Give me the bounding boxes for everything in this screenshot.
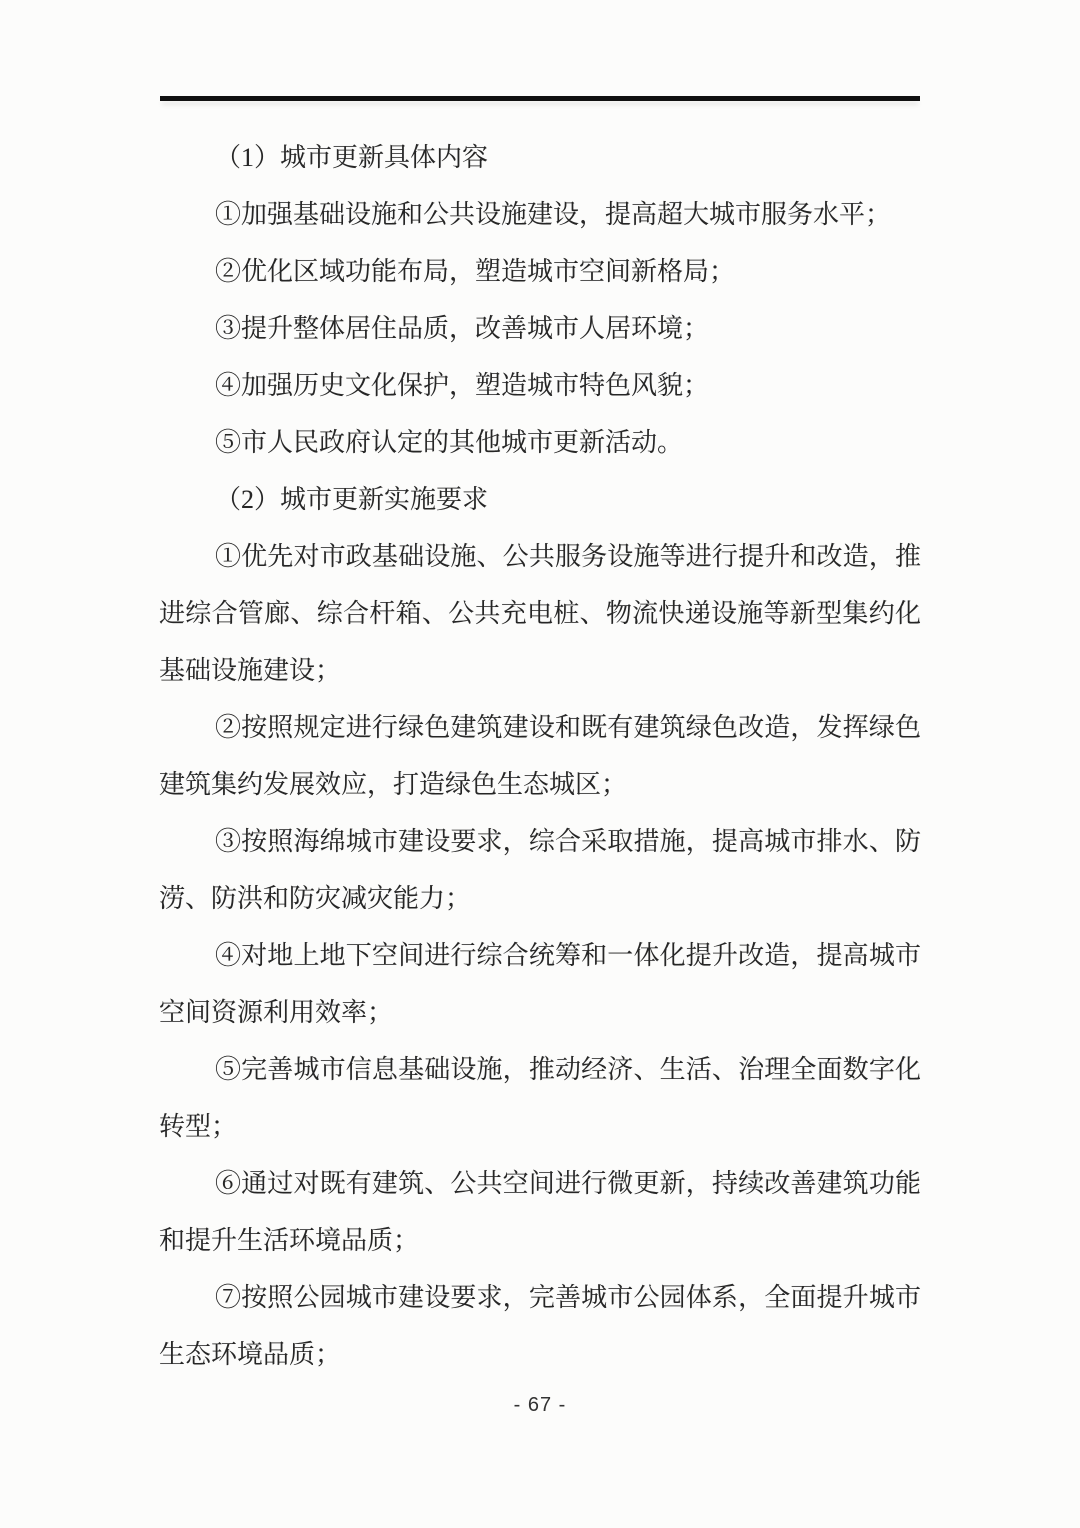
paragraph: ①加强基础设施和公共设施建设，提高超大城市服务水平； <box>215 200 892 229</box>
header-rule <box>160 96 920 101</box>
paragraph: ④加强历史文化保护，塑造城市特色风貌； <box>215 371 710 400</box>
paragraph: （2）城市更新实施要求 <box>215 485 489 514</box>
paragraph: ④对地上地下空间进行综合统筹和一体化提升改造，提高城市空间资源利用效率； <box>159 941 921 1027</box>
paragraph: ⑥通过对既有建筑、公共空间进行微更新，持续改善建筑功能和提升生活环境品质； <box>159 1169 921 1255</box>
paragraph: ⑦按照公园城市建设要求，完善城市公园体系，全面提升城市生态环境品质； <box>159 1283 921 1369</box>
paragraph: ③提升整体居住品质，改善城市人居环境； <box>215 314 710 343</box>
paragraph: ②按照规定进行绿色建筑建设和既有建筑绿色改造，发挥绿色建筑集约发展效应，打造绿色生态城区； <box>159 713 921 799</box>
document-body <box>159 129 921 1383</box>
page-number: - 67 - <box>513 1394 567 1416</box>
paragraph: ③按照海绵城市建设要求，综合采取措施，提高城市排水、防涝、防洪和防灾减灾能力； <box>159 827 921 913</box>
paragraph: ②优化区域功能布局，塑造城市空间新格局； <box>215 257 736 286</box>
paragraph: ①优先对市政基础设施、公共服务设施等进行提升和改造，推进综合管廊、综合杆箱、公共充电桩、物流快递设施等新型集约化基础设施建设； <box>159 542 921 685</box>
paragraph: ⑤市人民政府认定的其他城市更新活动。 <box>215 428 684 457</box>
paragraph: （1）城市更新具体内容 <box>215 143 489 172</box>
paragraph: ⑤完善城市信息基础设施，推动经济、生活、治理全面数字化转型； <box>159 1055 921 1141</box>
